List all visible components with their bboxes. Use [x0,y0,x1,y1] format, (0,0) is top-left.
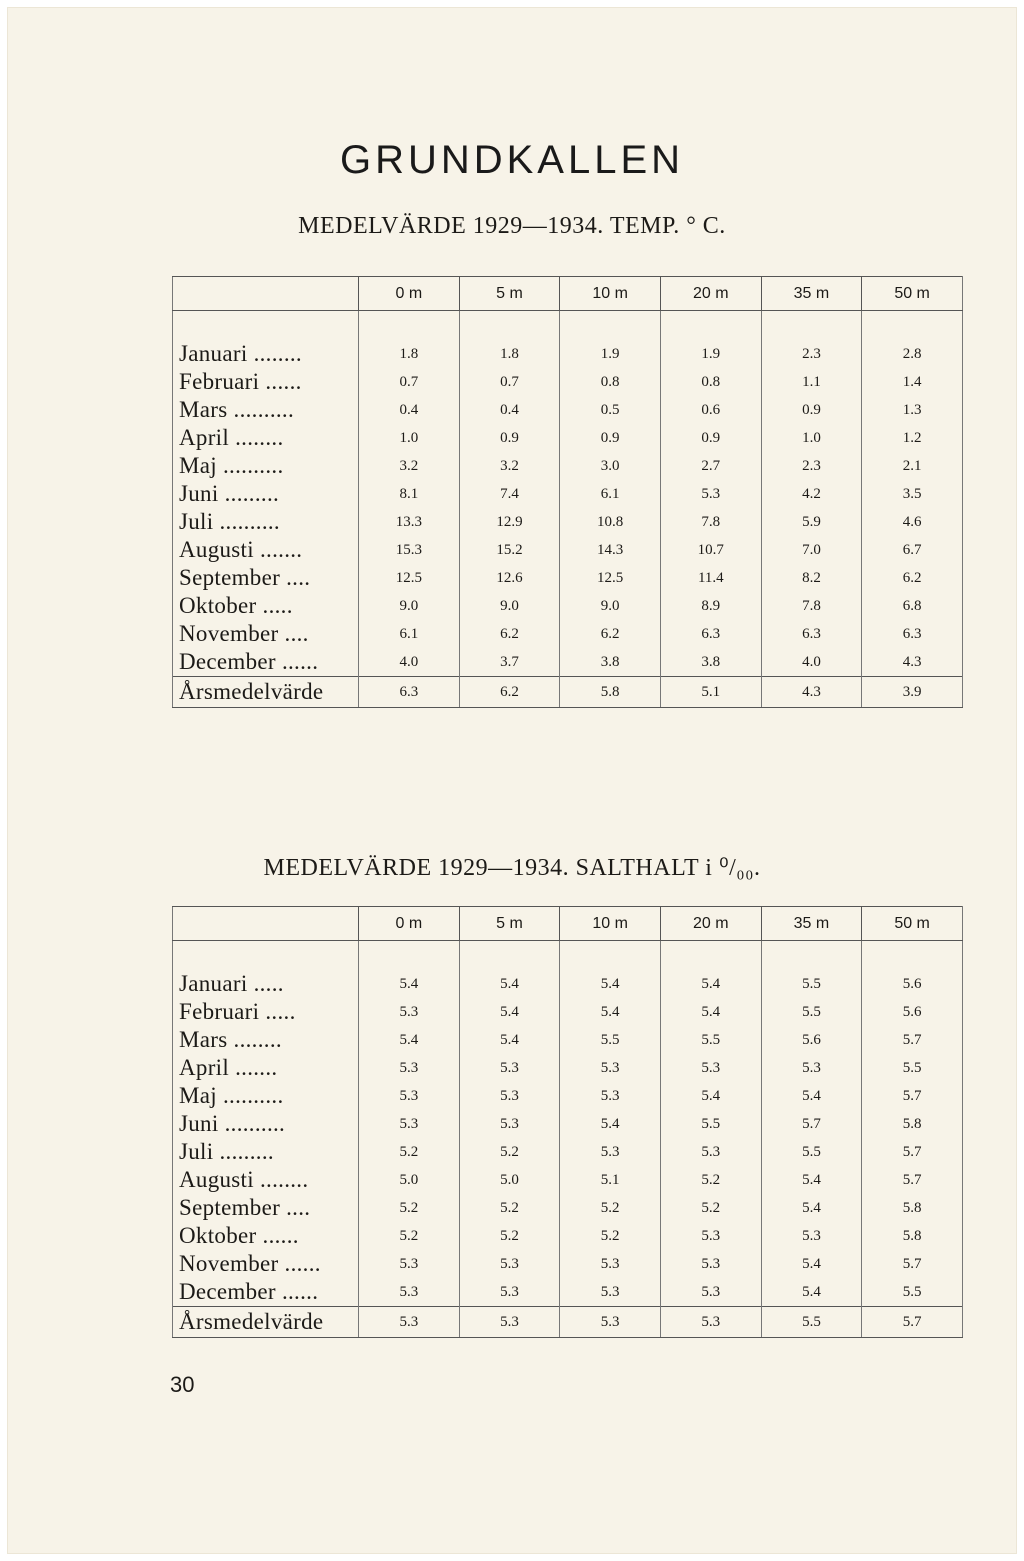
value-cell: 0.7 [359,368,460,396]
value-cell: 2.7 [660,452,761,480]
salinity-table [172,906,963,1338]
value-cell: 11.4 [660,564,761,592]
depth-header: 20 m [660,907,761,941]
value-cell: 5.7 [862,1026,963,1054]
value-cell: 6.2 [459,620,560,648]
month-label: April ....... [173,1054,359,1082]
value-cell: 3.2 [459,452,560,480]
month-row [173,452,963,480]
value-cell: 5.3 [761,1222,862,1250]
month-row [173,1110,963,1138]
month-row [173,1278,963,1307]
value-cell: 1.3 [862,396,963,424]
value-cell: 5.3 [459,1054,560,1082]
annual-mean-value: 6.2 [459,677,560,708]
value-cell: 5.6 [761,1026,862,1054]
value-cell: 6.1 [560,480,661,508]
month-row [173,564,963,592]
month-row [173,368,963,396]
value-cell: 4.6 [862,508,963,536]
month-label: Juni .......... [173,1110,359,1138]
value-cell: 5.4 [660,998,761,1026]
value-cell: 6.2 [862,564,963,592]
value-cell: 5.5 [761,1138,862,1166]
month-row [173,1054,963,1082]
value-cell: 5.4 [459,970,560,998]
value-cell: 5.6 [862,970,963,998]
month-label: Augusti ....... [173,536,359,564]
spacer-cell [560,311,661,341]
value-cell: 15.3 [359,536,460,564]
month-row [173,1250,963,1278]
value-cell: 4.0 [761,648,862,677]
month-row [173,340,963,368]
depth-header: 5 m [459,277,560,311]
value-cell: 5.2 [660,1166,761,1194]
value-cell: 5.3 [459,1082,560,1110]
value-cell: 5.5 [761,998,862,1026]
value-cell: 0.9 [660,424,761,452]
month-label: Februari ...... [173,368,359,396]
month-row [173,424,963,452]
page-number: 30 [170,1372,195,1397]
value-cell: 5.2 [560,1222,661,1250]
value-cell: 5.3 [359,1278,460,1307]
value-cell: 5.4 [359,970,460,998]
value-cell: 5.2 [359,1138,460,1166]
temperature-caption: MEDELVÄRDE 1929—1934. TEMP. ° C. [298,213,726,239]
value-cell: 1.2 [862,424,963,452]
value-cell: 12.5 [359,564,460,592]
value-cell: 3.2 [359,452,460,480]
value-cell: 1.8 [359,340,460,368]
value-cell: 9.0 [459,592,560,620]
value-cell: 8.1 [359,480,460,508]
spacer-cell [459,311,560,341]
value-cell: 5.2 [359,1194,460,1222]
value-cell: 5.7 [862,1250,963,1278]
temperature-table [172,276,963,708]
value-cell: 5.3 [660,480,761,508]
annual-mean-row [173,1307,963,1338]
spacer-cell [660,941,761,971]
value-cell: 5.4 [359,1026,460,1054]
month-label: Maj .......... [173,452,359,480]
value-cell: 5.5 [560,1026,661,1054]
value-cell: 5.3 [560,1250,661,1278]
value-cell: 0.8 [660,368,761,396]
month-row [173,536,963,564]
month-label: November ...... [173,1250,359,1278]
value-cell: 4.2 [761,480,862,508]
spacer-cell [359,311,460,341]
value-cell: 5.2 [660,1194,761,1222]
month-row [173,592,963,620]
value-cell: 5.5 [660,1110,761,1138]
value-cell: 5.3 [660,1278,761,1307]
annual-mean-label: Årsmedelvärde [173,1307,359,1338]
page-title: GRUNDKALLEN [339,138,685,182]
month-label: Januari ........ [173,340,359,368]
value-cell: 5.4 [560,970,661,998]
month-label: Juni ......... [173,480,359,508]
value-cell: 5.4 [761,1166,862,1194]
annual-mean-value: 5.5 [761,1307,862,1338]
depth-header: 35 m [761,277,862,311]
value-cell: 0.7 [459,368,560,396]
value-cell: 5.3 [359,1250,460,1278]
value-cell: 3.5 [862,480,963,508]
value-cell: 5.4 [560,1110,661,1138]
annual-mean-value: 5.3 [459,1307,560,1338]
value-cell: 12.5 [560,564,661,592]
month-row [173,508,963,536]
header-blank [173,907,359,941]
value-cell: 2.3 [761,452,862,480]
month-row [173,480,963,508]
month-label: Juli .......... [173,508,359,536]
value-cell: 1.4 [862,368,963,396]
value-cell: 6.8 [862,592,963,620]
depth-header: 5 m [459,907,560,941]
month-row [173,396,963,424]
annual-mean-value: 5.8 [560,677,661,708]
value-cell: 1.0 [761,424,862,452]
value-cell: 2.8 [862,340,963,368]
annual-mean-value: 4.3 [761,677,862,708]
month-row [173,1166,963,1194]
value-cell: 13.3 [359,508,460,536]
value-cell: 5.9 [761,508,862,536]
value-cell: 2.1 [862,452,963,480]
annual-mean-value: 6.3 [359,677,460,708]
month-label: Januari ..... [173,970,359,998]
annual-mean-value: 5.3 [560,1307,661,1338]
depth-header: 0 m [359,907,460,941]
month-label: Juli ......... [173,1138,359,1166]
value-cell: 6.3 [862,620,963,648]
month-label: November .... [173,620,359,648]
annual-mean-value: 5.3 [660,1307,761,1338]
value-cell: 12.9 [459,508,560,536]
temperature-header-row [173,277,963,311]
value-cell: 0.4 [359,396,460,424]
month-row [173,620,963,648]
value-cell: 1.9 [660,340,761,368]
value-cell: 5.5 [862,1278,963,1307]
value-cell: 3.8 [560,648,661,677]
spacer-cell [761,311,862,341]
value-cell: 6.3 [761,620,862,648]
value-cell: 5.3 [660,1222,761,1250]
value-cell: 5.4 [761,1082,862,1110]
value-cell: 5.4 [459,1026,560,1054]
value-cell: 5.3 [560,1278,661,1307]
month-label: Oktober ...... [173,1222,359,1250]
value-cell: 5.6 [862,998,963,1026]
value-cell: 7.8 [761,592,862,620]
header-blank [173,277,359,311]
month-row [173,1194,963,1222]
value-cell: 5.4 [761,1194,862,1222]
value-cell: 5.3 [660,1250,761,1278]
value-cell: 5.2 [459,1222,560,1250]
month-label: Oktober ..... [173,592,359,620]
value-cell: 1.8 [459,340,560,368]
value-cell: 5.2 [560,1194,661,1222]
value-cell: 5.3 [359,1110,460,1138]
depth-header: 50 m [862,907,963,941]
value-cell: 5.0 [459,1166,560,1194]
spacer-cell [761,941,862,971]
month-label: April ........ [173,424,359,452]
value-cell: 5.4 [660,970,761,998]
value-cell: 5.3 [761,1054,862,1082]
spacer-cell [359,941,460,971]
value-cell: 0.4 [459,396,560,424]
value-cell: 15.2 [459,536,560,564]
value-cell: 5.7 [761,1110,862,1138]
value-cell: 12.6 [459,564,560,592]
month-label: Mars .......... [173,396,359,424]
value-cell: 7.8 [660,508,761,536]
value-cell: 5.3 [459,1110,560,1138]
annual-mean-value: 5.3 [359,1307,460,1338]
value-cell: 0.6 [660,396,761,424]
value-cell: 5.3 [660,1138,761,1166]
value-cell: 5.3 [359,998,460,1026]
value-cell: 5.0 [359,1166,460,1194]
month-label: Mars ........ [173,1026,359,1054]
value-cell: 5.5 [862,1054,963,1082]
value-cell: 5.7 [862,1082,963,1110]
value-cell: 0.9 [459,424,560,452]
value-cell: 4.3 [862,648,963,677]
depth-header: 0 m [359,277,460,311]
value-cell: 5.8 [862,1110,963,1138]
month-label: December ...... [173,648,359,677]
value-cell: 5.3 [459,1278,560,1307]
spacer-cell [173,941,359,971]
value-cell: 5.2 [359,1222,460,1250]
spacer-cell [660,311,761,341]
value-cell: 4.0 [359,648,460,677]
value-cell: 8.2 [761,564,862,592]
value-cell: 5.2 [459,1138,560,1166]
month-label: Februari ..... [173,998,359,1026]
value-cell: 5.4 [761,1250,862,1278]
spacer-cell [862,941,963,971]
value-cell: 5.4 [560,998,661,1026]
value-cell: 7.0 [761,536,862,564]
annual-mean-value: 3.9 [862,677,963,708]
month-row [173,1222,963,1250]
value-cell: 0.8 [560,368,661,396]
spacer-row [173,311,963,341]
annual-mean-label: Årsmedelvärde [173,677,359,708]
value-cell: 5.1 [560,1166,661,1194]
value-cell: 5.3 [359,1082,460,1110]
value-cell: 6.7 [862,536,963,564]
value-cell: 9.0 [359,592,460,620]
value-cell: 6.3 [660,620,761,648]
value-cell: 6.2 [560,620,661,648]
value-cell: 5.8 [862,1222,963,1250]
value-cell: 1.0 [359,424,460,452]
value-cell: 5.3 [560,1054,661,1082]
value-cell: 5.3 [560,1082,661,1110]
depth-header: 35 m [761,907,862,941]
month-label: September .... [173,1194,359,1222]
spacer-cell [862,311,963,341]
value-cell: 3.7 [459,648,560,677]
month-row [173,648,963,677]
value-cell: 5.8 [862,1194,963,1222]
salinity-caption: MEDELVÄRDE 1929—1934. SALTHALT i ⁰/₀₀. [263,855,761,881]
spacer-cell [560,941,661,971]
value-cell: 3.8 [660,648,761,677]
annual-mean-value: 5.7 [862,1307,963,1338]
month-label: September .... [173,564,359,592]
value-cell: 8.9 [660,592,761,620]
value-cell: 14.3 [560,536,661,564]
value-cell: 5.7 [862,1138,963,1166]
annual-mean-value: 5.1 [660,677,761,708]
month-label: December ...... [173,1278,359,1307]
value-cell: 5.4 [660,1082,761,1110]
spacer-cell [173,311,359,341]
value-cell: 5.3 [660,1054,761,1082]
value-cell: 5.3 [560,1138,661,1166]
month-row [173,1026,963,1054]
value-cell: 5.5 [660,1026,761,1054]
value-cell: 10.7 [660,536,761,564]
value-cell: 0.9 [761,396,862,424]
depth-header: 50 m [862,277,963,311]
salinity-header-row [173,907,963,941]
value-cell: 6.1 [359,620,460,648]
value-cell: 5.2 [459,1194,560,1222]
month-label: Augusti ........ [173,1166,359,1194]
value-cell: 1.1 [761,368,862,396]
value-cell: 5.3 [359,1054,460,1082]
depth-header: 10 m [560,907,661,941]
month-row [173,970,963,998]
value-cell: 2.3 [761,340,862,368]
depth-header: 10 m [560,277,661,311]
annual-mean-row [173,677,963,708]
value-cell: 5.4 [459,998,560,1026]
value-cell: 7.4 [459,480,560,508]
depth-header: 20 m [660,277,761,311]
value-cell: 5.4 [761,1278,862,1307]
value-cell: 3.0 [560,452,661,480]
value-cell: 5.3 [459,1250,560,1278]
month-label: Maj .......... [173,1082,359,1110]
month-row [173,1138,963,1166]
value-cell: 9.0 [560,592,661,620]
value-cell: 0.5 [560,396,661,424]
spacer-cell [459,941,560,971]
value-cell: 10.8 [560,508,661,536]
month-row [173,1082,963,1110]
spacer-row [173,941,963,971]
value-cell: 0.9 [560,424,661,452]
month-row [173,998,963,1026]
value-cell: 5.5 [761,970,862,998]
value-cell: 1.9 [560,340,661,368]
value-cell: 5.7 [862,1166,963,1194]
